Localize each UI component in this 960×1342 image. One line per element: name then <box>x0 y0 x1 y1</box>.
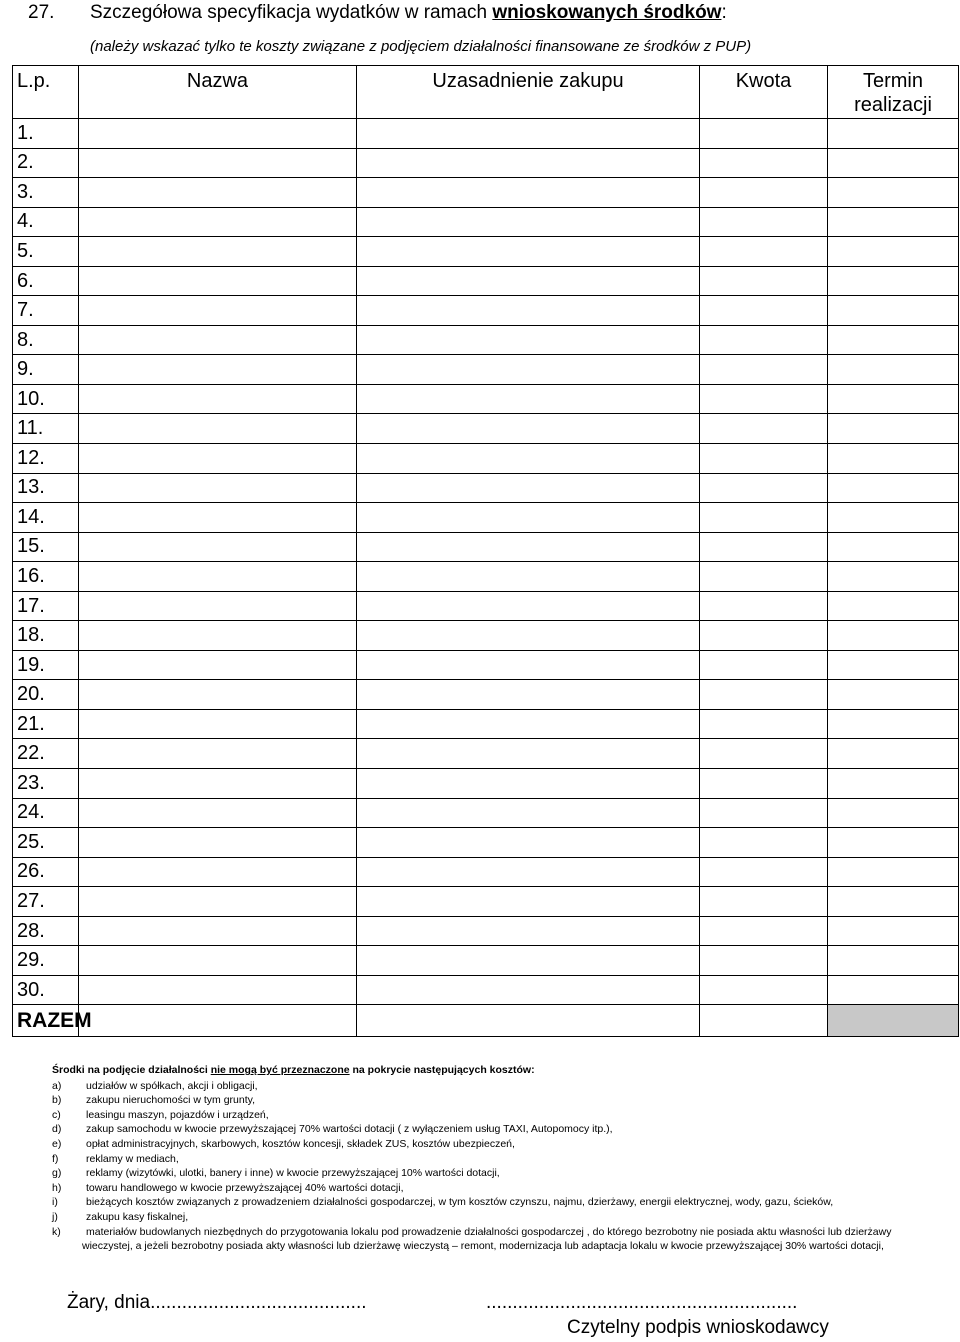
column-header-amount: Kwota <box>700 66 828 119</box>
amount-cell[interactable] <box>700 473 828 503</box>
justification-cell[interactable] <box>357 621 700 651</box>
deadline-cell[interactable] <box>828 355 959 385</box>
name-cell[interactable] <box>79 532 357 562</box>
name-cell[interactable] <box>79 355 357 385</box>
justification-cell[interactable] <box>357 828 700 858</box>
row-number: 22. <box>13 739 79 769</box>
deadline-cell[interactable] <box>828 266 959 296</box>
row-number: 17. <box>13 591 79 621</box>
section-heading <box>28 2 727 24</box>
notes-item <box>52 1108 932 1123</box>
name-cell[interactable] <box>79 384 357 414</box>
notes-item-letter: h) <box>52 1181 62 1194</box>
amount-cell[interactable] <box>700 148 828 178</box>
name-cell[interactable] <box>79 207 357 237</box>
justification-cell[interactable] <box>357 887 700 917</box>
amount-cell[interactable] <box>700 325 828 355</box>
row-number: 2. <box>13 148 79 178</box>
notes-continuation: wieczystej, a jeżeli bezrobotny posiada akty własności lub dzierżawę wieczystą – remont, modernizacja lub adaptacja lokalu w kwocie przewyższającej 30% wartości dotacji, <box>82 1240 884 1253</box>
row-number: 1. <box>13 119 79 149</box>
table-row <box>13 237 959 267</box>
row-number: 29. <box>13 946 79 976</box>
deadline-cell[interactable] <box>828 444 959 474</box>
deadline-cell[interactable] <box>828 857 959 887</box>
notes-item-letter: k) <box>52 1225 61 1238</box>
amount-cell[interactable] <box>700 975 828 1005</box>
justification-cell[interactable] <box>357 237 700 267</box>
table-row <box>13 444 959 474</box>
row-number: 25. <box>13 828 79 858</box>
name-cell[interactable] <box>79 503 357 533</box>
place-date-field[interactable]: Żary, dnia......................................... <box>67 1292 367 1313</box>
justification-cell[interactable] <box>357 975 700 1005</box>
name-cell[interactable] <box>79 739 357 769</box>
total-name-cell <box>79 1005 357 1037</box>
deadline-cell[interactable] <box>828 296 959 326</box>
name-cell[interactable] <box>79 237 357 267</box>
notes-item <box>52 1079 932 1094</box>
justification-cell[interactable] <box>357 739 700 769</box>
justification-cell[interactable] <box>357 325 700 355</box>
amount-cell[interactable] <box>700 296 828 326</box>
section-title: Szczegółowa specyfikacja wydatków w ramach <box>90 2 493 23</box>
deadline-cell[interactable] <box>828 828 959 858</box>
row-number: 9. <box>13 355 79 385</box>
notes-item-text: udziałów w spółkach, akcji i obligacji, <box>86 1079 258 1092</box>
section-title-emphasis: wnioskowanych środków <box>492 2 722 23</box>
notes-item-letter: i) <box>52 1196 58 1209</box>
notes-item <box>52 1225 932 1240</box>
row-number: 11. <box>13 414 79 444</box>
amount-cell[interactable] <box>700 621 828 651</box>
total-deadline-cell <box>828 1005 959 1037</box>
table-row <box>13 119 959 149</box>
deadline-cell[interactable] <box>828 709 959 739</box>
section-title-suffix: : <box>721 2 727 23</box>
section-number: 27. <box>28 2 55 23</box>
justification-cell[interactable] <box>357 119 700 149</box>
notes-item-text: leasingu maszyn, pojazdów i urządzeń, <box>86 1108 269 1121</box>
table-row <box>13 828 959 858</box>
amount-cell[interactable] <box>700 414 828 444</box>
justification-cell[interactable] <box>357 503 700 533</box>
table-row <box>13 739 959 769</box>
row-number: 19. <box>13 650 79 680</box>
deadline-cell[interactable] <box>828 887 959 917</box>
deadline-cell[interactable] <box>828 473 959 503</box>
notes-item <box>52 1166 932 1181</box>
deadline-cell[interactable] <box>828 532 959 562</box>
name-cell[interactable] <box>79 798 357 828</box>
notes-item-text: zakupu nieruchomości w tym grunty, <box>86 1094 256 1107</box>
notes-item-letter: j) <box>52 1210 58 1223</box>
deadline-cell[interactable] <box>828 680 959 710</box>
name-cell[interactable] <box>79 828 357 858</box>
table-header-row <box>13 66 959 119</box>
notes-item <box>52 1181 932 1196</box>
deadline-cell[interactable] <box>828 621 959 651</box>
table-row <box>13 296 959 326</box>
name-cell[interactable] <box>79 650 357 680</box>
deadline-cell[interactable] <box>828 119 959 149</box>
deadline-cell[interactable] <box>828 384 959 414</box>
row-number: 12. <box>13 444 79 474</box>
deadline-cell[interactable] <box>828 207 959 237</box>
notes-item <box>52 1137 932 1152</box>
amount-cell[interactable] <box>700 916 828 946</box>
name-cell[interactable] <box>79 857 357 887</box>
justification-cell[interactable] <box>357 148 700 178</box>
justification-cell[interactable] <box>357 384 700 414</box>
deadline-cell[interactable] <box>828 975 959 1005</box>
row-number: 26. <box>13 857 79 887</box>
deadline-cell[interactable] <box>828 798 959 828</box>
amount-cell[interactable] <box>700 384 828 414</box>
total-amount-cell[interactable] <box>700 1005 828 1037</box>
signature-line[interactable]: ........................................................... <box>486 1292 798 1313</box>
name-cell[interactable] <box>79 296 357 326</box>
notes-intro-underlined: nie mogą być przeznaczone <box>210 1064 350 1076</box>
justification-cell[interactable] <box>357 532 700 562</box>
deadline-cell[interactable] <box>828 769 959 799</box>
total-row <box>13 1005 959 1037</box>
table-row <box>13 887 959 917</box>
name-cell[interactable] <box>79 148 357 178</box>
table-row <box>13 503 959 533</box>
justification-cell[interactable] <box>357 650 700 680</box>
justification-cell[interactable] <box>357 562 700 592</box>
table-row <box>13 207 959 237</box>
amount-cell[interactable] <box>700 178 828 208</box>
amount-cell[interactable] <box>700 562 828 592</box>
table-row <box>13 680 959 710</box>
notes-item <box>52 1152 932 1167</box>
amount-cell[interactable] <box>700 237 828 267</box>
row-number: 23. <box>13 769 79 799</box>
justification-cell[interactable] <box>357 769 700 799</box>
deadline-cell[interactable] <box>828 916 959 946</box>
name-cell[interactable] <box>79 769 357 799</box>
notes-item-text: reklamy w mediach, <box>86 1152 179 1165</box>
name-cell[interactable] <box>79 444 357 474</box>
amount-cell[interactable] <box>700 828 828 858</box>
notes-intro <box>52 1063 932 1078</box>
amount-cell[interactable] <box>700 532 828 562</box>
total-label: RAZEM <box>13 1005 79 1037</box>
amount-cell[interactable] <box>700 857 828 887</box>
justification-cell[interactable] <box>357 266 700 296</box>
amount-cell[interactable] <box>700 650 828 680</box>
notes-item-letter: g) <box>52 1167 62 1180</box>
name-cell[interactable] <box>79 178 357 208</box>
row-number: 21. <box>13 709 79 739</box>
table-row <box>13 621 959 651</box>
row-number: 27. <box>13 887 79 917</box>
notes-item-text: reklamy (wizytówki, ulotki, banery i inne) w kwocie przewyższającej 10% wartości dotacji, <box>86 1167 500 1180</box>
table-body <box>13 119 959 1037</box>
justification-cell[interactable] <box>357 444 700 474</box>
table-row <box>13 473 959 503</box>
amount-cell[interactable] <box>700 207 828 237</box>
justification-cell[interactable] <box>357 857 700 887</box>
notes-item-letter: b) <box>52 1094 62 1107</box>
table-row <box>13 266 959 296</box>
amount-cell[interactable] <box>700 709 828 739</box>
amount-cell[interactable] <box>700 355 828 385</box>
notes-item-text: zakup samochodu w kwocie przewyższającej 70% wartości dotacji ( z wyłączeniem usług TAXI, Autopomocy itp.), <box>86 1123 613 1136</box>
justification-cell[interactable] <box>357 798 700 828</box>
row-number: 18. <box>13 621 79 651</box>
name-cell[interactable] <box>79 414 357 444</box>
table-row <box>13 414 959 444</box>
row-number: 30. <box>13 975 79 1005</box>
row-number: 10. <box>13 384 79 414</box>
table-row <box>13 384 959 414</box>
notes-item-text: opłat administracyjnych, skarbowych, kosztów koncesji, składek ZUS, kosztów ubezpieczeń, <box>86 1137 515 1150</box>
table-row <box>13 975 959 1005</box>
name-cell[interactable] <box>79 473 357 503</box>
notes-item-text: bieżących kosztów związanych z prowadzeniem działalności gospodarczej, w tym kosztów czynszu, najmu, dzierżawy, energii elektrycznej, wody, gazu, ścieków, <box>86 1196 834 1209</box>
column-header-lp: L.p. <box>13 66 79 119</box>
amount-cell[interactable] <box>700 769 828 799</box>
notes-item <box>52 1195 932 1210</box>
name-cell[interactable] <box>79 325 357 355</box>
name-cell[interactable] <box>79 916 357 946</box>
table-row <box>13 532 959 562</box>
name-cell[interactable] <box>79 709 357 739</box>
amount-cell[interactable] <box>700 946 828 976</box>
deadline-cell[interactable] <box>828 591 959 621</box>
notes-item-letter: d) <box>52 1123 62 1136</box>
amount-cell[interactable] <box>700 739 828 769</box>
amount-cell[interactable] <box>700 798 828 828</box>
name-cell[interactable] <box>79 975 357 1005</box>
table-row <box>13 355 959 385</box>
justification-cell[interactable] <box>357 296 700 326</box>
notes-item-text: towaru handlowego w kwocie przewyższającej 40% wartości dotacji, <box>86 1181 404 1194</box>
justification-cell[interactable] <box>357 916 700 946</box>
row-number: 13. <box>13 473 79 503</box>
column-header-name: Nazwa <box>79 66 357 119</box>
notes-item <box>52 1093 932 1108</box>
justification-cell[interactable] <box>357 178 700 208</box>
deadline-cell[interactable] <box>828 650 959 680</box>
row-number: 7. <box>13 296 79 326</box>
row-number: 6. <box>13 266 79 296</box>
name-cell[interactable] <box>79 266 357 296</box>
table-row <box>13 650 959 680</box>
notes-item <box>52 1122 932 1137</box>
notes-item-letter: f) <box>52 1152 59 1165</box>
deadline-cell[interactable] <box>828 739 959 769</box>
row-number: 14. <box>13 503 79 533</box>
table-row <box>13 857 959 887</box>
table-row <box>13 148 959 178</box>
justification-cell[interactable] <box>357 414 700 444</box>
notes-intro-pre: Środki na podjęcie działalności <box>52 1064 211 1076</box>
justification-cell[interactable] <box>357 473 700 503</box>
row-number: 3. <box>13 178 79 208</box>
name-cell[interactable] <box>79 946 357 976</box>
deadline-cell[interactable] <box>828 503 959 533</box>
notes-item-letter: c) <box>52 1108 61 1121</box>
row-number: 4. <box>13 207 79 237</box>
deadline-cell[interactable] <box>828 325 959 355</box>
deadline-cell[interactable] <box>828 178 959 208</box>
notes-item <box>52 1210 932 1225</box>
column-header-justification: Uzasadnienie zakupu <box>357 66 700 119</box>
name-cell[interactable] <box>79 562 357 592</box>
deadline-cell[interactable] <box>828 414 959 444</box>
amount-cell[interactable] <box>700 503 828 533</box>
row-number: 15. <box>13 532 79 562</box>
amount-cell[interactable] <box>700 119 828 149</box>
table-row <box>13 946 959 976</box>
deadline-cell[interactable] <box>828 237 959 267</box>
row-number: 5. <box>13 237 79 267</box>
table-row <box>13 178 959 208</box>
notes-item-letter: e) <box>52 1137 62 1150</box>
amount-cell[interactable] <box>700 591 828 621</box>
row-number: 20. <box>13 680 79 710</box>
signature-label: Czytelny podpis wnioskodawcy <box>567 1317 829 1338</box>
expense-table <box>12 65 959 1037</box>
table-row <box>13 916 959 946</box>
amount-cell[interactable] <box>700 680 828 710</box>
name-cell[interactable] <box>79 887 357 917</box>
table-row <box>13 591 959 621</box>
name-cell[interactable] <box>79 591 357 621</box>
section-subheading: (należy wskazać tylko te koszty związane z podjęciem działalności finansowane ze środków z PUP) <box>90 38 752 55</box>
name-cell[interactable] <box>79 680 357 710</box>
justification-cell[interactable] <box>357 680 700 710</box>
amount-cell[interactable] <box>700 444 828 474</box>
justification-cell[interactable] <box>357 709 700 739</box>
excluded-costs-notes <box>52 1063 932 1254</box>
deadline-cell[interactable] <box>828 148 959 178</box>
row-number: 24. <box>13 798 79 828</box>
table-row <box>13 798 959 828</box>
justification-cell[interactable] <box>357 946 700 976</box>
deadline-cell[interactable] <box>828 946 959 976</box>
row-number: 28. <box>13 916 79 946</box>
notes-list <box>52 1079 932 1240</box>
name-cell[interactable] <box>79 621 357 651</box>
name-cell[interactable] <box>79 119 357 149</box>
justification-cell[interactable] <box>357 355 700 385</box>
notes-item-text: zakupu kasy fiskalnej, <box>86 1210 189 1223</box>
row-number: 16. <box>13 562 79 592</box>
notes-intro-post: na pokrycie następujących kosztów: <box>349 1064 535 1076</box>
amount-cell[interactable] <box>700 887 828 917</box>
notes-item-text: materiałów budowlanych niezbędnych do przygotowania lokalu pod prowadzenie działalności gospodarczej , do którego bezrobotny nie posiada aktu własności lub dzierżawy <box>86 1225 892 1238</box>
column-header-deadline: Termin realizacji <box>828 66 959 119</box>
justification-cell[interactable] <box>357 591 700 621</box>
justification-cell[interactable] <box>357 207 700 237</box>
table-row <box>13 562 959 592</box>
total-justification-cell <box>357 1005 700 1037</box>
notes-item-letter: a) <box>52 1079 62 1092</box>
deadline-cell[interactable] <box>828 562 959 592</box>
amount-cell[interactable] <box>700 266 828 296</box>
table-row <box>13 769 959 799</box>
row-number: 8. <box>13 325 79 355</box>
table-row <box>13 325 959 355</box>
table-row <box>13 709 959 739</box>
